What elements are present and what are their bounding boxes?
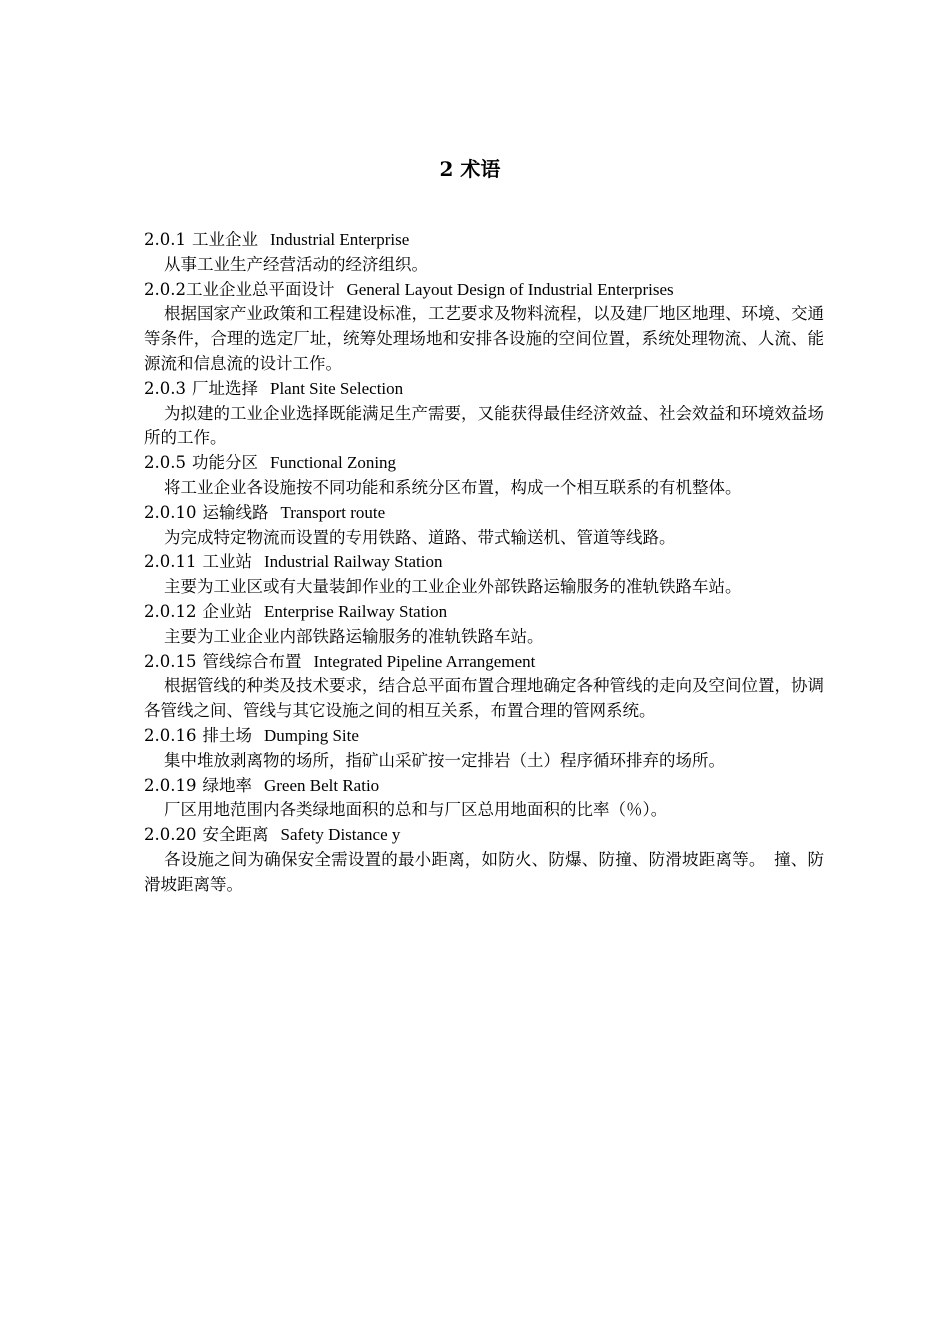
- term-chinese-name: 运输线路: [202, 502, 269, 522]
- term-chinese-name: 功能分区: [191, 453, 258, 473]
- term-entry: [144, 600, 824, 650]
- term-chinese-name: 工业站: [202, 552, 252, 572]
- term-definition: 主要为工业区或有大量装卸作业的工业企业外部铁路运输服务的准轨铁路车站。: [164, 577, 742, 597]
- term-number: 2.0.3: [144, 378, 186, 398]
- term-english-name: Integrated Pipeline Arrangement: [313, 651, 536, 671]
- term-number: 2.0.20: [144, 825, 197, 845]
- term-definition: 将工业企业各设施按不同功能和系统分区布置，构成一个相互联系的有机整体。: [164, 477, 742, 497]
- term-english-name: Functional Zoning: [269, 453, 397, 473]
- term-entry: [144, 774, 824, 824]
- term-heading: [144, 650, 824, 675]
- term-chinese-name: 绿地率: [202, 775, 252, 795]
- term-number: 2.0.19: [144, 775, 197, 795]
- term-definition: 从事工业生产经营活动的经济组织。: [164, 254, 428, 274]
- term-definition: 厂区用地范围内各类绿地面积的总和与厂区总用地面积的比率（％）。: [164, 800, 668, 820]
- term-heading: [144, 550, 824, 575]
- term-definition: 根据国家产业政策和工程建设标准，工艺要求及物料流程，以及建厂地区地理、环境、交通等条件，合理的选定厂址，统筹处理场地和安排各设施的空间位置，系统处理物流、人流、能源流和信息流的设计工作。: [144, 304, 824, 373]
- term-number: 2.0.12: [144, 601, 197, 621]
- term-number: 2.0.5: [144, 453, 186, 473]
- term-english-name: Industrial Railway Station: [263, 552, 443, 572]
- term-number: 2.0.10: [144, 502, 197, 522]
- term-heading: [144, 377, 824, 402]
- term-number: 2.0.16: [144, 725, 197, 745]
- term-definition: 集中堆放剥离物的场所，指矿山采矿按一定排岩（土）程序循环排弃的场所。: [164, 750, 725, 770]
- term-entry: [144, 451, 824, 501]
- term-entry: [144, 550, 824, 600]
- term-heading: [144, 600, 824, 625]
- term-entry: [144, 724, 824, 774]
- term-english-name: Industrial Enterprise: [269, 230, 410, 249]
- term-heading: [144, 451, 824, 476]
- term-number: 2.0.2: [144, 279, 186, 299]
- term-number: 2.0.11: [144, 552, 197, 572]
- term-english-name: Plant Site Selection: [269, 378, 404, 398]
- term-chinese-name: 排土场: [202, 725, 252, 745]
- term-heading: [144, 501, 824, 526]
- term-chinese-name: 工业企业: [191, 230, 258, 249]
- term-heading: [144, 724, 824, 749]
- term-entry: [144, 501, 824, 551]
- term-definition: 为拟建的工业企业选择既能满足生产需要，又能获得最佳经济效益、社会效益和环境效益场所的工作。: [144, 403, 824, 448]
- term-number: 2.0.1: [144, 230, 186, 249]
- term-english-name: Safety Distance y: [280, 825, 401, 845]
- term-number: 2.0.15: [144, 651, 197, 671]
- term-english-name: Enterprise Railway Station: [263, 601, 448, 621]
- term-chinese-name: 厂址选择: [191, 378, 258, 398]
- term-english-name: Green Belt Ratio: [263, 775, 380, 795]
- term-definition: 主要为工业企业内部铁路运输服务的准轨铁路车站。: [164, 626, 544, 646]
- term-heading: [144, 774, 824, 799]
- term-entry: [144, 228, 824, 278]
- term-heading: [144, 278, 824, 303]
- term-definition: 根据管线的种类及技术要求，结合总平面布置合理地确定各种管线的走向及空间位置，协调各管线之间、管线与其它设施之间的相互关系，布置合理的管网系统。: [144, 676, 824, 721]
- page-title: 2 术语: [439, 157, 501, 181]
- term-definition: 为完成特定物流而设置的专用铁路、道路、带式输送机、管道等线路。: [164, 527, 676, 547]
- term-entry: [144, 823, 824, 897]
- term-english-name: General Layout Design of Industrial Enterprises: [346, 279, 674, 299]
- term-english-name: Transport route: [280, 502, 386, 522]
- term-heading: [144, 228, 824, 253]
- term-entry: [144, 278, 824, 377]
- term-chinese-name: 工业企业总平面设计: [185, 279, 335, 299]
- term-entry: [144, 377, 824, 451]
- terms-list: [144, 228, 824, 898]
- term-chinese-name: 安全距离: [202, 825, 269, 845]
- term-english-name: Dumping Site: [263, 725, 359, 745]
- term-chinese-name: 管线综合布置: [202, 651, 302, 671]
- term-entry: [144, 650, 824, 724]
- term-heading: [144, 823, 824, 848]
- term-chinese-name: 企业站: [202, 601, 252, 621]
- term-definition: 各设施之间为确保安全需设置的最小距离，如防火、防爆、防撞、防滑坡距离等。 撞、防滑坡距离等。: [144, 849, 824, 894]
